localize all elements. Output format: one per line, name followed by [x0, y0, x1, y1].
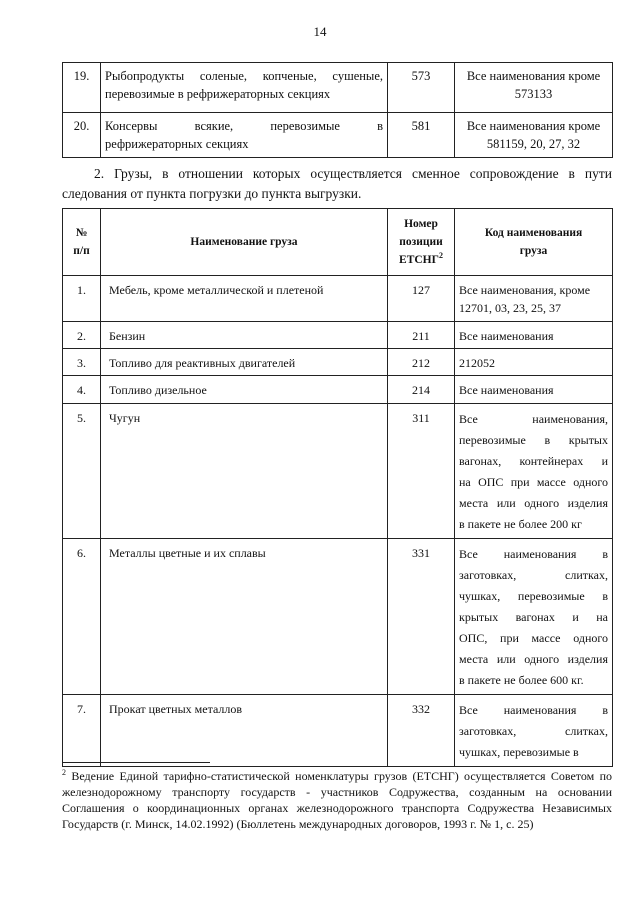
row-number: 6. — [63, 539, 101, 695]
cargo-code — [455, 322, 613, 349]
cargo-code — [455, 539, 613, 695]
etsng-position: 581 — [388, 113, 455, 158]
header-etsng-position: Номер позиции ЕТСНГ$^2$ — [388, 209, 455, 276]
row-number: 4. — [63, 376, 101, 404]
etsng-position: 331 — [388, 539, 455, 695]
header-cargo-code: Код наименования груза — [455, 209, 613, 276]
cargo-code-line: чушках, перевозимые в — [459, 745, 579, 759]
row-number: 2. — [63, 322, 101, 349]
cargo-code — [455, 276, 613, 322]
cargo-name: Бензин — [101, 322, 388, 349]
page-number: 14 — [313, 24, 327, 39]
cargo-name: Металлы цветные и их сплавы — [101, 539, 388, 695]
continued-cargo-table — [62, 62, 613, 158]
cargo-code-line: вагонах, контейнерах и — [459, 454, 608, 468]
cargo-code-line: места или одного изделия — [459, 496, 608, 510]
etsng-position: 332 — [388, 695, 455, 767]
cargo-code-line: Все наименования в — [459, 547, 608, 561]
cargo-escort-table — [62, 208, 613, 767]
cargo-name: Мебель, кроме металлической и плетеной — [101, 276, 388, 322]
table-row — [63, 276, 613, 322]
cargo-code-line: заготовках, слитках, — [459, 568, 608, 582]
table-header-row — [63, 209, 613, 276]
cargo-code-line: 12701, 03, 23, 25, 37 — [459, 301, 561, 315]
cargo-code-line: крытых вагонах и на — [459, 610, 608, 624]
cargo-code-line: Все наименования в — [459, 703, 608, 717]
cargo-code-line: 212052 — [459, 356, 495, 370]
row-number: 1. — [63, 276, 101, 322]
row-number: 20. — [63, 113, 101, 158]
table-row — [63, 113, 613, 158]
table-row — [63, 539, 613, 695]
table-row — [63, 695, 613, 767]
cargo-code-line: Все наименования — [459, 383, 554, 397]
row-number: 7. — [63, 695, 101, 767]
cargo-code-line: в пакете не более 600 кг. — [459, 673, 584, 687]
cargo-code: Все наименования кроме 581159, 20, 27, 32 — [455, 113, 613, 158]
table-row — [63, 63, 613, 113]
etsng-position: 573 — [388, 63, 455, 113]
cargo-code-line: чушках, перевозимые в — [459, 589, 608, 603]
cargo-code-line: Все наименования, кроме — [459, 283, 591, 297]
cargo-code-line: на ОПС при массе одного — [459, 475, 608, 489]
cargo-code — [455, 376, 613, 404]
cargo-name: Прокат цветных металлов — [101, 695, 388, 767]
cargo-name: Топливо для реактивных двигателей — [101, 349, 388, 376]
cargo-code-line: перевозимые в крытых — [459, 433, 608, 447]
cargo-code-line: места или одного изделия — [459, 652, 608, 666]
section-heading: 2. Грузы, в отношении которых осуществляется сменное сопровождение в пути следования от пункта погрузки до пункта выгрузки. — [62, 166, 612, 201]
table-row — [63, 376, 613, 404]
row-number: 5. — [63, 404, 101, 539]
cargo-code — [455, 695, 613, 767]
table-row — [63, 322, 613, 349]
cargo-code-line: ОПС, при массе одного — [459, 631, 608, 645]
cargo-name: Консервы всякие, перевозимые в рефрижераторных секциях — [101, 113, 388, 158]
footnote-marker: 2 — [438, 251, 443, 261]
cargo-code-line: заготовках, слитках, — [459, 724, 608, 738]
row-number: 3. — [63, 349, 101, 376]
cargo-name: Чугун — [101, 404, 388, 539]
cargo-code-line: Все наименования, — [459, 412, 608, 426]
etsng-position: 214 — [388, 376, 455, 404]
etsng-position: 311 — [388, 404, 455, 539]
cargo-name: Топливо дизельное — [101, 376, 388, 404]
cargo-code — [455, 404, 613, 539]
row-number: 19. — [63, 63, 101, 113]
footnote-divider — [62, 762, 210, 763]
etsng-position: 127 — [388, 276, 455, 322]
footnote-marker: 2 — [62, 768, 66, 777]
footnote-text: Ведение Единой тарифно-статистической номенклатуры грузов (ЕТСНГ) осуществляется Советом по железнодорожному транспорту государств - участников Содружества, созданным на основании Соглашения о координационных органах железнодорожного транспорта Содружества Независимых Государств (г. Минск, 14.02.1992) (Бюллетень международных договоров, 1993 г. № 1, с. 25) — [62, 769, 613, 831]
cargo-code-line: в пакете не более 200 кг — [459, 517, 582, 531]
header-cargo-name: Наименование груза — [101, 209, 388, 276]
etsng-position: 212 — [388, 349, 455, 376]
table-row — [63, 349, 613, 376]
cargo-code — [455, 349, 613, 376]
header-number: № п/п — [63, 209, 101, 276]
cargo-code: Все наименования кроме 573133 — [455, 63, 613, 113]
footnote — [62, 768, 612, 832]
table-row — [63, 404, 613, 539]
etsng-position: 211 — [388, 322, 455, 349]
cargo-code-line: Все наименования — [459, 329, 554, 343]
cargo-name: Рыбопродукты соленые, копченые, сушеные, перевозимые в рефрижераторных секциях — [101, 63, 388, 113]
